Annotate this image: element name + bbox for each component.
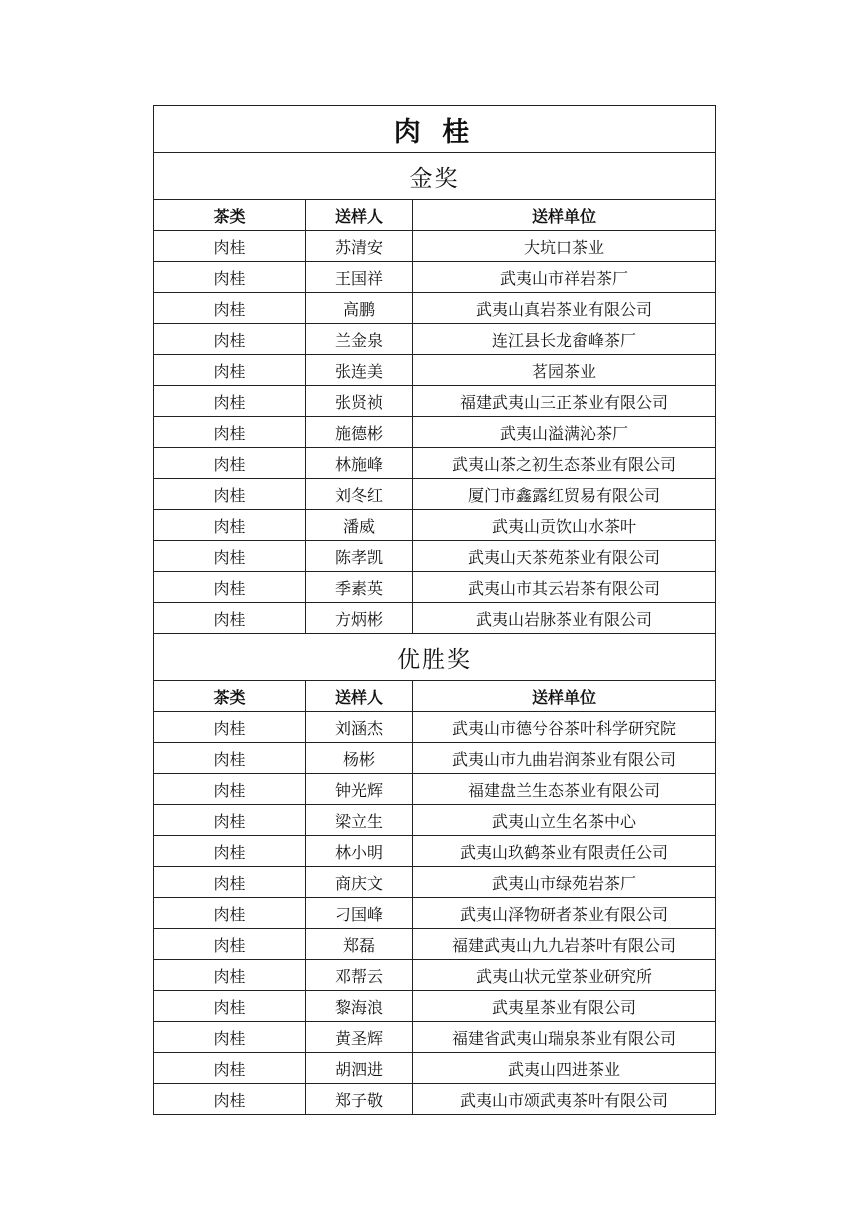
- column-header: 茶类: [154, 200, 306, 231]
- table-row: [154, 712, 716, 743]
- tea-type-cell: 肉桂: [154, 541, 306, 572]
- tea-type-cell: 肉桂: [154, 712, 306, 743]
- table-row: [154, 1053, 716, 1084]
- title-row: [154, 106, 716, 153]
- table-row: [154, 1022, 716, 1053]
- unit-cell: 武夷山茶之初生态茶业有限公司: [413, 448, 716, 479]
- tea-type-cell: 肉桂: [154, 417, 306, 448]
- unit-cell: 武夷山四进茶业: [413, 1053, 716, 1084]
- table-row: [154, 572, 716, 603]
- sender-cell: 苏清安: [306, 231, 413, 262]
- table-row: [154, 510, 716, 541]
- sender-cell: 郑磊: [306, 929, 413, 960]
- sender-cell: 梁立生: [306, 805, 413, 836]
- table-row: [154, 355, 716, 386]
- table-row: [154, 1084, 716, 1115]
- unit-cell: 武夷山市绿苑岩茶厂: [413, 867, 716, 898]
- column-header: 送样单位: [413, 681, 716, 712]
- table-row: [154, 479, 716, 510]
- unit-cell: 武夷山溢满沁茶厂: [413, 417, 716, 448]
- tea-type-cell: 肉桂: [154, 231, 306, 262]
- column-header: 茶类: [154, 681, 306, 712]
- table-row: [154, 386, 716, 417]
- tea-type-cell: 肉桂: [154, 262, 306, 293]
- sender-cell: 刘冬红: [306, 479, 413, 510]
- sender-cell: 陈孝凯: [306, 541, 413, 572]
- tea-type-cell: 肉桂: [154, 867, 306, 898]
- unit-cell: 福建武夷山九九岩茶叶有限公司: [413, 929, 716, 960]
- award-table-body: [154, 106, 716, 1115]
- tea-type-cell: 肉桂: [154, 929, 306, 960]
- sender-cell: 季素英: [306, 572, 413, 603]
- tea-type-cell: 肉桂: [154, 805, 306, 836]
- sender-cell: 潘威: [306, 510, 413, 541]
- table-row: [154, 898, 716, 929]
- unit-cell: 厦门市鑫露红贸易有限公司: [413, 479, 716, 510]
- unit-cell: 连江县长龙畲峰茶厂: [413, 324, 716, 355]
- unit-cell: 福建省武夷山瑞泉茶业有限公司: [413, 1022, 716, 1053]
- tea-type-cell: 肉桂: [154, 898, 306, 929]
- unit-cell: 武夷山贡饮山水茶叶: [413, 510, 716, 541]
- column-header-row: [154, 200, 716, 231]
- table-row: [154, 603, 716, 634]
- tea-type-cell: 肉桂: [154, 836, 306, 867]
- sender-cell: 郑子敬: [306, 1084, 413, 1115]
- sender-cell: 高鹏: [306, 293, 413, 324]
- sender-cell: 王国祥: [306, 262, 413, 293]
- sender-cell: 方炳彬: [306, 603, 413, 634]
- unit-cell: 武夷山立生名茶中心: [413, 805, 716, 836]
- column-header: 送样人: [306, 681, 413, 712]
- tea-type-cell: 肉桂: [154, 743, 306, 774]
- table-row: [154, 991, 716, 1022]
- tea-type-cell: 肉桂: [154, 479, 306, 510]
- unit-cell: 福建盘兰生态茶业有限公司: [413, 774, 716, 805]
- sender-cell: 刘涵杰: [306, 712, 413, 743]
- tea-type-cell: 肉桂: [154, 324, 306, 355]
- table-row: [154, 448, 716, 479]
- unit-cell: 武夷山泽物研者茶业有限公司: [413, 898, 716, 929]
- table-row: [154, 293, 716, 324]
- unit-cell: 福建武夷山三正茶业有限公司: [413, 386, 716, 417]
- page-title: 肉 桂: [154, 106, 716, 153]
- table-row: [154, 417, 716, 448]
- sender-cell: 黎海浪: [306, 991, 413, 1022]
- unit-cell: 武夷山天茶苑茶业有限公司: [413, 541, 716, 572]
- tea-type-cell: 肉桂: [154, 603, 306, 634]
- tea-type-cell: 肉桂: [154, 572, 306, 603]
- column-header: 送样单位: [413, 200, 716, 231]
- table-row: [154, 743, 716, 774]
- tea-type-cell: 肉桂: [154, 774, 306, 805]
- table-row: [154, 960, 716, 991]
- tea-type-cell: 肉桂: [154, 448, 306, 479]
- sender-cell: 张贤祯: [306, 386, 413, 417]
- tea-type-cell: 肉桂: [154, 1053, 306, 1084]
- unit-cell: 茗园茶业: [413, 355, 716, 386]
- unit-cell: 武夷山市德兮谷茶叶科学研究院: [413, 712, 716, 743]
- sender-cell: 刁国峰: [306, 898, 413, 929]
- unit-cell: 武夷山玖鹤茶业有限责任公司: [413, 836, 716, 867]
- unit-cell: 武夷山状元堂茶业研究所: [413, 960, 716, 991]
- sender-cell: 商庆文: [306, 867, 413, 898]
- unit-cell: 武夷山市九曲岩润茶业有限公司: [413, 743, 716, 774]
- unit-cell: 武夷山岩脉茶业有限公司: [413, 603, 716, 634]
- column-header: 送样人: [306, 200, 413, 231]
- tea-type-cell: 肉桂: [154, 1084, 306, 1115]
- tea-type-cell: 肉桂: [154, 386, 306, 417]
- sender-cell: 黄圣辉: [306, 1022, 413, 1053]
- section-heading: 优胜奖: [154, 634, 716, 681]
- sender-cell: 林施峰: [306, 448, 413, 479]
- table-row: [154, 805, 716, 836]
- tea-type-cell: 肉桂: [154, 293, 306, 324]
- table-row: [154, 929, 716, 960]
- unit-cell: 武夷星茶业有限公司: [413, 991, 716, 1022]
- section-heading: 金奖: [154, 153, 716, 200]
- unit-cell: 大坑口茶业: [413, 231, 716, 262]
- sender-cell: 林小明: [306, 836, 413, 867]
- table-row: [154, 867, 716, 898]
- tea-type-cell: 肉桂: [154, 355, 306, 386]
- section-heading-row: [154, 634, 716, 681]
- sender-cell: 施德彬: [306, 417, 413, 448]
- tea-type-cell: 肉桂: [154, 991, 306, 1022]
- unit-cell: 武夷山市颂武夷茶叶有限公司: [413, 1084, 716, 1115]
- sender-cell: 钟光辉: [306, 774, 413, 805]
- sender-cell: 兰金泉: [306, 324, 413, 355]
- unit-cell: 武夷山市其云岩茶有限公司: [413, 572, 716, 603]
- section-heading-row: [154, 153, 716, 200]
- table-row: [154, 836, 716, 867]
- sender-cell: 张连美: [306, 355, 413, 386]
- unit-cell: 武夷山真岩茶业有限公司: [413, 293, 716, 324]
- tea-type-cell: 肉桂: [154, 1022, 306, 1053]
- table-row: [154, 324, 716, 355]
- sender-cell: 邓帮云: [306, 960, 413, 991]
- tea-type-cell: 肉桂: [154, 960, 306, 991]
- table-row: [154, 231, 716, 262]
- award-table: [153, 105, 716, 1115]
- column-header-row: [154, 681, 716, 712]
- unit-cell: 武夷山市祥岩茶厂: [413, 262, 716, 293]
- sender-cell: 胡泗进: [306, 1053, 413, 1084]
- tea-type-cell: 肉桂: [154, 510, 306, 541]
- table-row: [154, 262, 716, 293]
- table-row: [154, 774, 716, 805]
- sender-cell: 杨彬: [306, 743, 413, 774]
- table-row: [154, 541, 716, 572]
